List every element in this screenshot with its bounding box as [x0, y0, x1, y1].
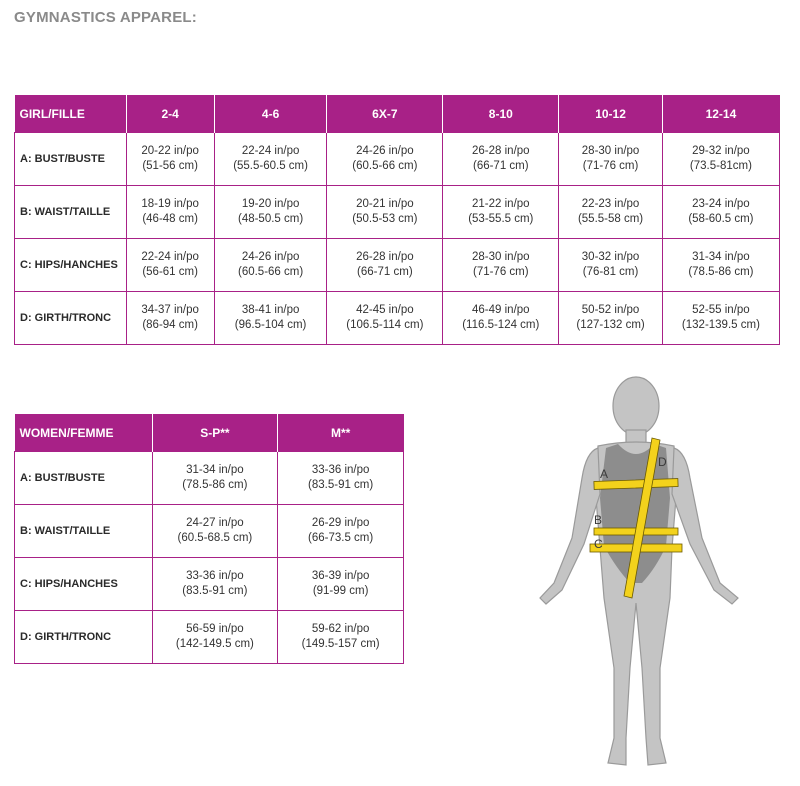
table-cell: 38-41 in/po (96.5-104 cm) [214, 292, 327, 345]
measurement-figure [510, 368, 790, 778]
table-cell: 21-22 in/po (53-55.5 cm) [443, 186, 559, 239]
table-cell: 56-59 in/po (142-149.5 cm) [152, 611, 278, 664]
table-cell: 36-39 in/po (91-99 cm) [278, 558, 404, 611]
label-d: D [658, 455, 667, 469]
page-title: GYMNASTICS APPAREL: [14, 9, 197, 26]
table-cell: 26-29 in/po (66-73.5 cm) [278, 505, 404, 558]
column-header: 12-14 [662, 96, 779, 133]
table-cell: 19-20 in/po (48-50.5 cm) [214, 186, 327, 239]
row-label: B: WAIST/TAILLE [15, 505, 153, 558]
table-cell: 29-32 in/po (73.5-81cm) [662, 133, 779, 186]
row-label: C: HIPS/HANCHES [15, 558, 153, 611]
table-cell: 20-22 in/po (51-56 cm) [126, 133, 214, 186]
table-cell: 22-23 in/po (55.5-58 cm) [559, 186, 663, 239]
table-cell: 50-52 in/po (127-132 cm) [559, 292, 663, 345]
table-cell: 33-36 in/po (83.5-91 cm) [278, 452, 404, 505]
column-header: WOMEN/FEMME [15, 415, 153, 452]
table-cell: 18-19 in/po (46-48 cm) [126, 186, 214, 239]
table-cell: 30-32 in/po (76-81 cm) [559, 239, 663, 292]
row-label: B: WAIST/TAILLE [15, 186, 127, 239]
table-header-row [15, 96, 780, 133]
table-cell: 59-62 in/po (149.5-157 cm) [278, 611, 404, 664]
column-header: S-P** [152, 415, 278, 452]
table-cell: 34-37 in/po (86-94 cm) [126, 292, 214, 345]
column-header: 2-4 [126, 96, 214, 133]
table-cell: 20-21 in/po (50.5-53 cm) [327, 186, 443, 239]
column-header: 10-12 [559, 96, 663, 133]
label-b: B [594, 513, 603, 527]
row-label: D: GIRTH/TRONC [15, 611, 153, 664]
table-cell: 52-55 in/po (132-139.5 cm) [662, 292, 779, 345]
column-header: M** [278, 415, 404, 452]
row-label: D: GIRTH/TRONC [15, 292, 127, 345]
row-label: A: BUST/BUSTE [15, 452, 153, 505]
girl-size-table [14, 95, 780, 345]
women-size-table [14, 414, 404, 664]
table-row [15, 292, 780, 345]
column-header: 4-6 [214, 96, 327, 133]
table-cell: 24-27 in/po (60.5-68.5 cm) [152, 505, 278, 558]
table-row [15, 186, 780, 239]
label-c: C [594, 537, 603, 551]
table-cell: 42-45 in/po (106.5-114 cm) [327, 292, 443, 345]
table-cell: 31-34 in/po (78.5-86 cm) [152, 452, 278, 505]
table-cell: 26-28 in/po (66-71 cm) [327, 239, 443, 292]
table-cell: 23-24 in/po (58-60.5 cm) [662, 186, 779, 239]
table-header-row [15, 415, 404, 452]
table-row [15, 133, 780, 186]
table-cell: 22-24 in/po (56-61 cm) [126, 239, 214, 292]
table-cell: 31-34 in/po (78.5-86 cm) [662, 239, 779, 292]
table-cell: 28-30 in/po (71-76 cm) [559, 133, 663, 186]
table-row [15, 611, 404, 664]
column-header: GIRL/FILLE [15, 96, 127, 133]
label-a: A [600, 467, 609, 481]
table-cell: 46-49 in/po (116.5-124 cm) [443, 292, 559, 345]
table-row [15, 239, 780, 292]
table-cell: 26-28 in/po (66-71 cm) [443, 133, 559, 186]
table-cell: 24-26 in/po (60.5-66 cm) [327, 133, 443, 186]
table-cell: 22-24 in/po (55.5-60.5 cm) [214, 133, 327, 186]
table-cell: 28-30 in/po (71-76 cm) [443, 239, 559, 292]
table-row [15, 505, 404, 558]
row-label: A: BUST/BUSTE [15, 133, 127, 186]
table-cell: 33-36 in/po (83.5-91 cm) [152, 558, 278, 611]
column-header: 6X-7 [327, 96, 443, 133]
table-cell: 24-26 in/po (60.5-66 cm) [214, 239, 327, 292]
column-header: 8-10 [443, 96, 559, 133]
table-row [15, 452, 404, 505]
table-row [15, 558, 404, 611]
row-label: C: HIPS/HANCHES [15, 239, 127, 292]
